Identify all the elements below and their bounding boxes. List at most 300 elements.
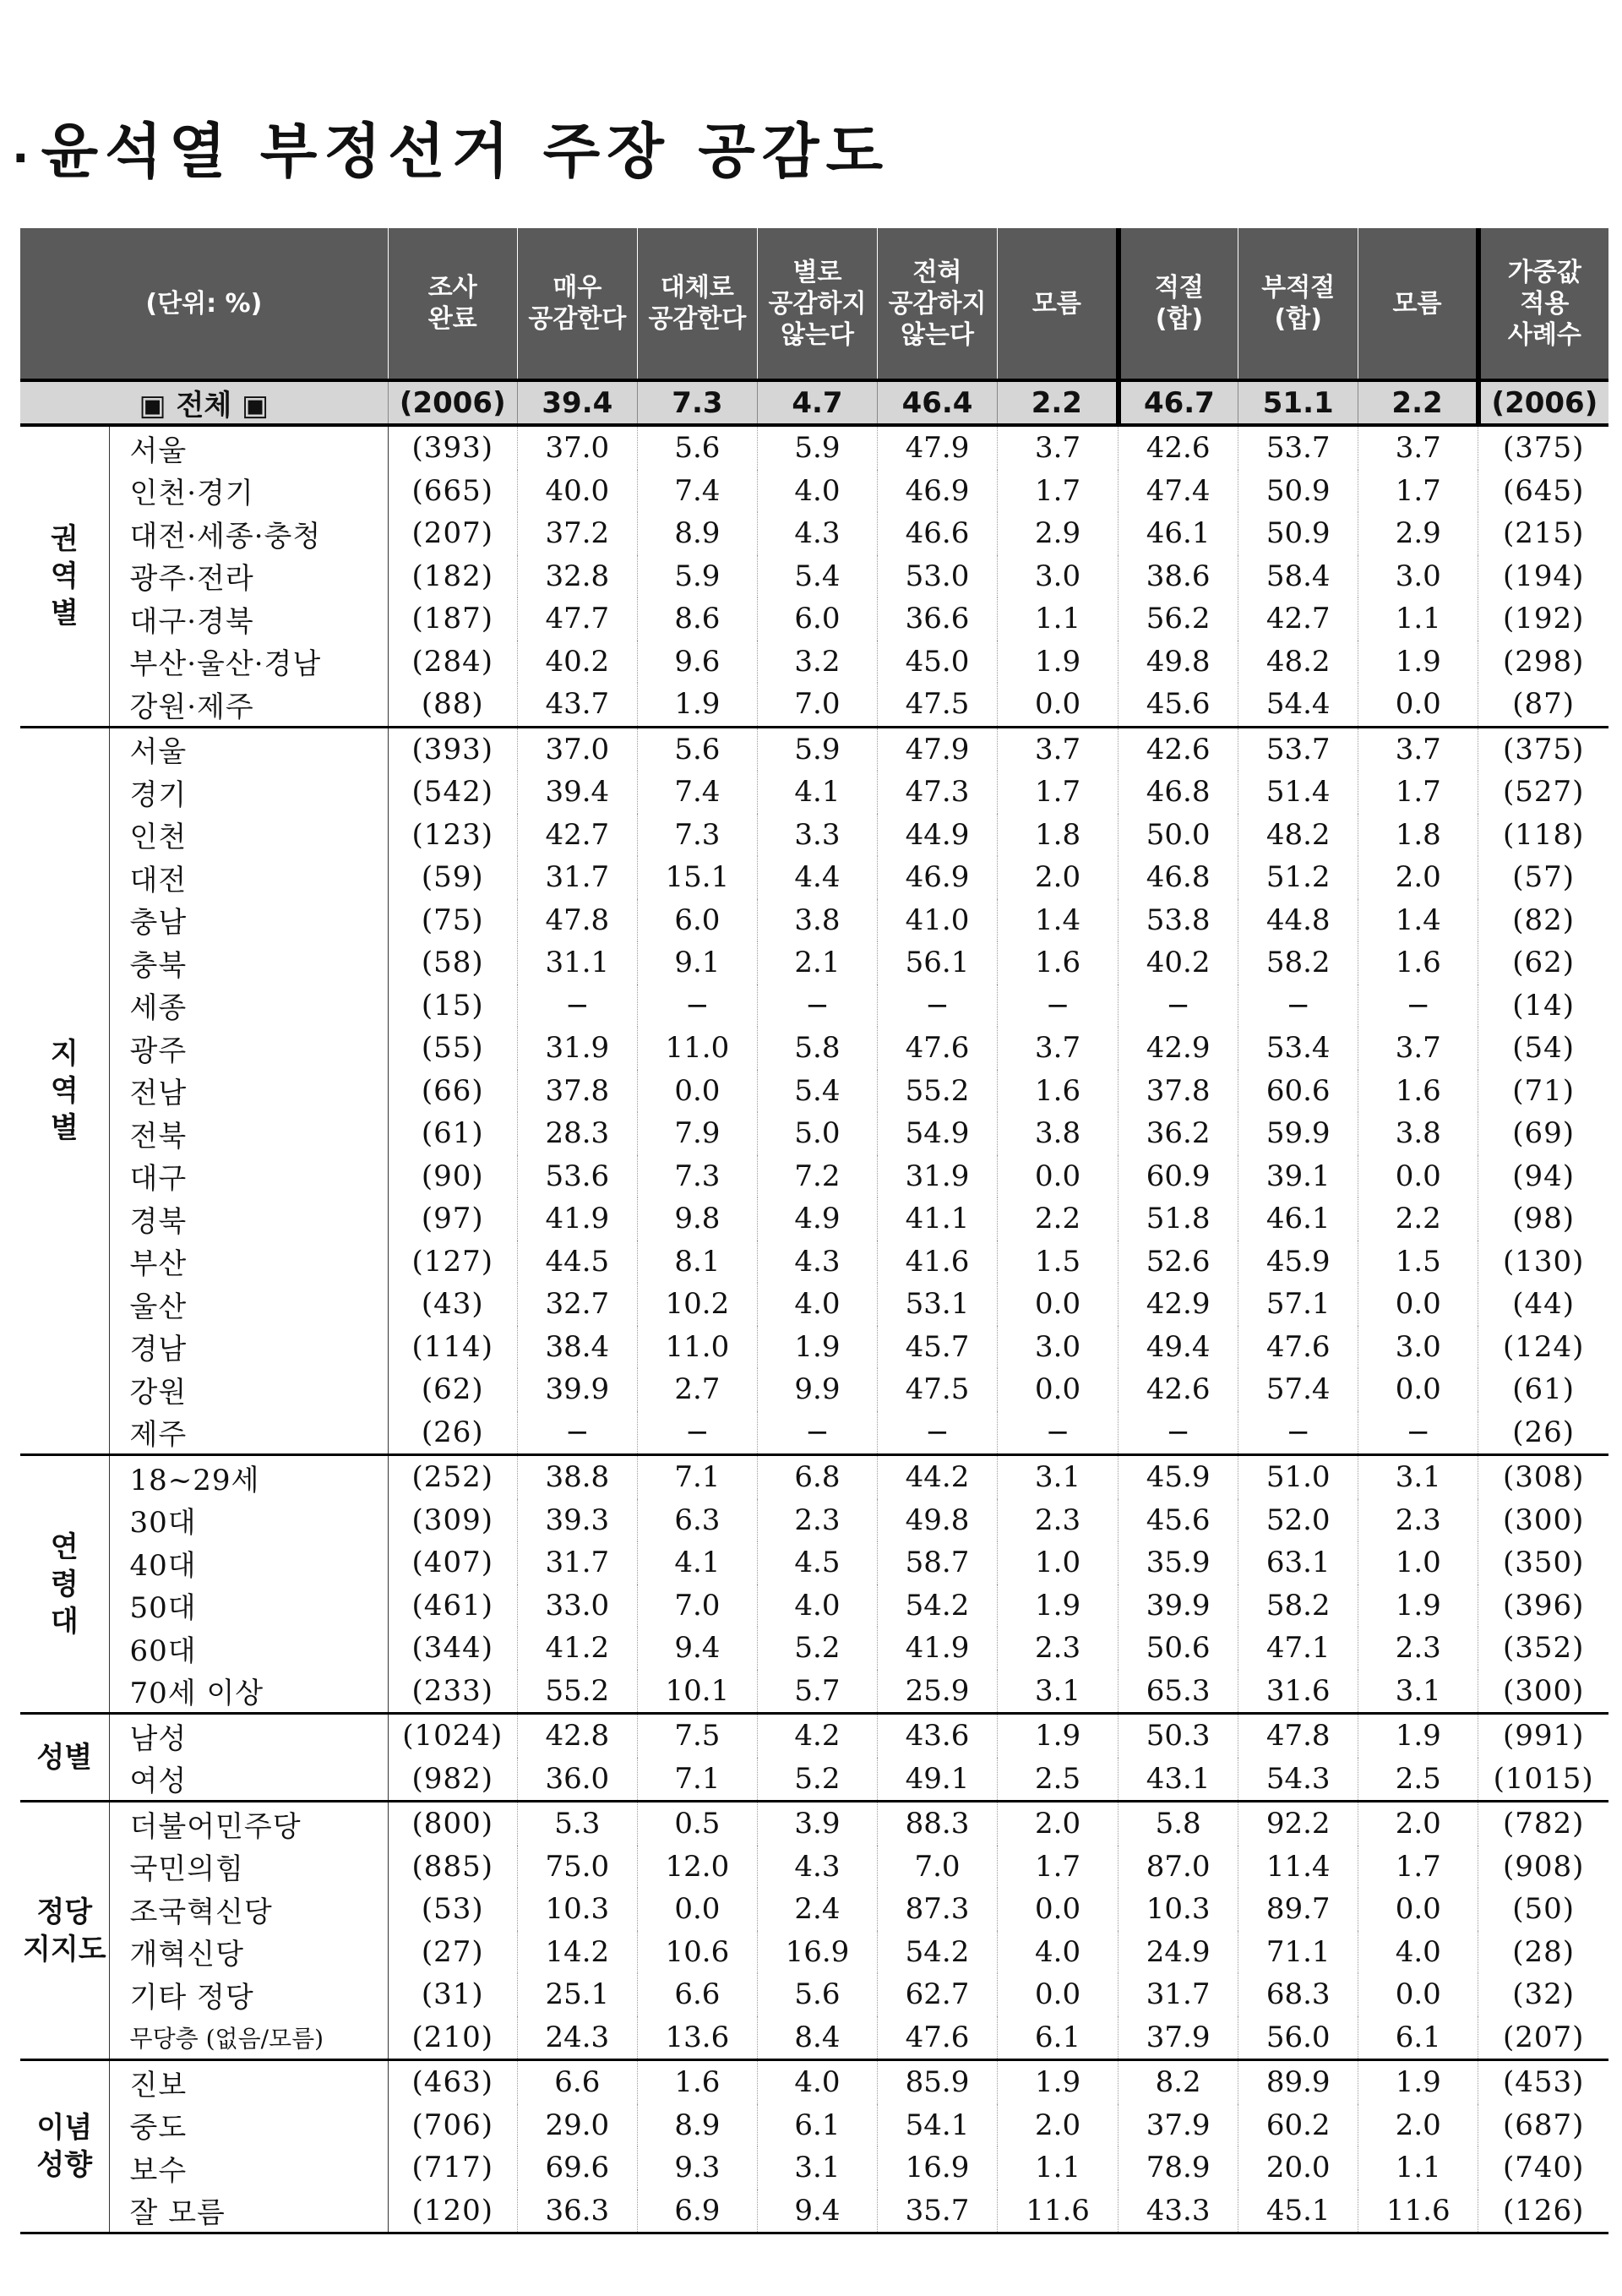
- table-cell: 55.2: [878, 1070, 998, 1113]
- table-cell: 33.0: [517, 1584, 637, 1628]
- table-cell: (453): [1478, 2060, 1608, 2104]
- table-cell: (207): [1478, 2016, 1608, 2060]
- table-cell: −: [1119, 984, 1238, 1028]
- table-cell: 46.8: [1119, 771, 1238, 814]
- table-cell: (55): [388, 1027, 517, 1070]
- table-cell: 2.0: [1358, 2104, 1478, 2147]
- table-cell: 9.3: [637, 2146, 757, 2190]
- table-cell: 7.3: [637, 814, 757, 857]
- total-label: ▣ 전체 ▣: [20, 380, 388, 425]
- row-label: 강원·제주: [109, 683, 388, 727]
- table-cell: 4.3: [757, 1241, 877, 1284]
- table-cell: 47.3: [878, 771, 998, 814]
- table-cell: 49.4: [1119, 1326, 1238, 1369]
- table-cell: 5.2: [757, 1627, 877, 1670]
- table-cell: 1.6: [637, 2060, 757, 2104]
- table-cell: 45.1: [1238, 2190, 1358, 2233]
- table-cell: 41.6: [878, 1241, 998, 1284]
- total-row: [20, 380, 1608, 425]
- header-agree-sum: [1119, 228, 1238, 380]
- header-disagree-sum-text: 부적절 (합): [1261, 273, 1336, 334]
- table-cell: 53.7: [1238, 727, 1358, 771]
- table-cell: 4.1: [757, 771, 877, 814]
- table-cell: (15): [388, 984, 517, 1028]
- table-cell: 4.0: [757, 1584, 877, 1628]
- row-label: 전남: [109, 1070, 388, 1113]
- table-cell: 48.2: [1238, 641, 1358, 684]
- table-cell: 2.5: [998, 1758, 1119, 1802]
- total-cell: 51.1: [1238, 380, 1358, 425]
- table-cell: 46.1: [1119, 512, 1238, 555]
- table-cell: −: [1119, 1411, 1238, 1455]
- table-cell: 49.1: [878, 1758, 998, 1802]
- table-cell: 6.8: [757, 1455, 877, 1499]
- table-cell: 46.6: [878, 512, 998, 555]
- table-cell: (28): [1478, 1931, 1608, 1974]
- table-row: [20, 727, 1608, 771]
- table-cell: (908): [1478, 1846, 1608, 1889]
- table-cell: 7.0: [637, 1584, 757, 1628]
- table-cell: 50.9: [1238, 470, 1358, 513]
- row-label: 인천·경기: [109, 470, 388, 513]
- table-cell: (284): [388, 641, 517, 684]
- table-cell: 32.7: [517, 1283, 637, 1326]
- table-cell: 5.9: [757, 727, 877, 771]
- table-cell: 4.9: [757, 1197, 877, 1241]
- table-cell: 29.0: [517, 2104, 637, 2147]
- table-cell: 0.0: [998, 1888, 1119, 1931]
- table-cell: 5.6: [757, 1973, 877, 2016]
- table-cell: 56.0: [1238, 2016, 1358, 2060]
- table-cell: 31.9: [878, 1155, 998, 1198]
- header-not-at-all: [878, 228, 998, 380]
- table-cell: 42.7: [1238, 597, 1358, 641]
- table-cell: 47.5: [878, 683, 998, 727]
- table-row: [20, 1197, 1608, 1241]
- table-cell: 4.0: [757, 2060, 877, 2104]
- table-cell: (393): [388, 425, 517, 470]
- table-cell: 44.9: [878, 814, 998, 857]
- table-cell: 11.6: [998, 2190, 1119, 2233]
- table-cell: 43.6: [878, 1714, 998, 1758]
- table-cell: 56.2: [1119, 597, 1238, 641]
- header-row: [20, 228, 1608, 380]
- table-cell: (114): [388, 1326, 517, 1369]
- table-cell: (717): [388, 2146, 517, 2190]
- table-cell: 7.2: [757, 1155, 877, 1198]
- table-cell: 58.7: [878, 1541, 998, 1584]
- table-row: [20, 2104, 1608, 2147]
- table-cell: (123): [388, 814, 517, 857]
- table-cell: 1.9: [1358, 2060, 1478, 2104]
- row-label: 50대: [109, 1584, 388, 1628]
- table-row: [20, 1584, 1608, 1628]
- table-cell: 2.3: [1358, 1627, 1478, 1670]
- table-cell: 10.2: [637, 1283, 757, 1326]
- row-label: 경기: [109, 771, 388, 814]
- table-row: [20, 1368, 1608, 1411]
- header-mostly-agree: [637, 228, 757, 380]
- title-block: [12, 100, 890, 193]
- total-cell: (2006): [1478, 380, 1608, 425]
- table-cell: (352): [1478, 1627, 1608, 1670]
- table-cell: 2.0: [1358, 856, 1478, 899]
- table-cell: 5.6: [637, 727, 757, 771]
- group-label: 성별: [20, 1714, 109, 1802]
- table-cell: 1.7: [1358, 1846, 1478, 1889]
- table-cell: 3.7: [998, 727, 1119, 771]
- table-cell: 2.0: [998, 1802, 1119, 1846]
- table-cell: (97): [388, 1197, 517, 1241]
- table-cell: 10.3: [1119, 1888, 1238, 1931]
- table-cell: 9.9: [757, 1368, 877, 1411]
- table-cell: (187): [388, 597, 517, 641]
- table-cell: 2.0: [998, 2104, 1119, 2147]
- table-cell: 9.1: [637, 941, 757, 984]
- table-cell: 31.7: [517, 1541, 637, 1584]
- row-label: 부산: [109, 1241, 388, 1284]
- table-row: [20, 683, 1608, 727]
- survey-table: [20, 228, 1608, 2234]
- table-cell: 2.7: [637, 1368, 757, 1411]
- table-cell: 24.3: [517, 2016, 637, 2060]
- table-cell: 31.1: [517, 941, 637, 984]
- table-cell: 8.4: [757, 2016, 877, 2060]
- table-cell: 47.7: [517, 597, 637, 641]
- table-cell: 53.1: [878, 1283, 998, 1326]
- table-cell: 2.3: [757, 1499, 877, 1542]
- table-cell: 47.9: [878, 727, 998, 771]
- table-cell: −: [1238, 1411, 1358, 1455]
- table-cell: 1.8: [1358, 814, 1478, 857]
- table-cell: 3.0: [1358, 1326, 1478, 1369]
- table-cell: 1.9: [998, 2060, 1119, 2104]
- table-cell: 6.6: [637, 1973, 757, 2016]
- table-cell: (215): [1478, 512, 1608, 555]
- total-cell: (2006): [388, 380, 517, 425]
- table-cell: 1.5: [1358, 1241, 1478, 1284]
- table-cell: 1.5: [998, 1241, 1119, 1284]
- table-cell: 15.1: [637, 856, 757, 899]
- table-cell: 5.4: [757, 555, 877, 598]
- table-cell: 4.0: [757, 1283, 877, 1326]
- table-row: [20, 1283, 1608, 1326]
- table-cell: 4.3: [757, 512, 877, 555]
- table-cell: 1.1: [998, 2146, 1119, 2190]
- table-cell: 62.7: [878, 1973, 998, 2016]
- table-cell: (54): [1478, 1027, 1608, 1070]
- table-cell: 38.6: [1119, 555, 1238, 598]
- group-label: 연 령 대: [20, 1455, 109, 1714]
- table-cell: (393): [388, 727, 517, 771]
- table-cell: 28.3: [517, 1112, 637, 1155]
- table-cell: (665): [388, 470, 517, 513]
- table-cell: 1.6: [1358, 941, 1478, 984]
- table-cell: (300): [1478, 1670, 1608, 1714]
- table-cell: −: [757, 984, 877, 1028]
- table-cell: 1.9: [998, 641, 1119, 684]
- table-cell: 1.7: [1358, 771, 1478, 814]
- table-cell: 6.3: [637, 1499, 757, 1542]
- table-cell: 6.9: [637, 2190, 757, 2233]
- table-cell: 1.8: [998, 814, 1119, 857]
- total-cell: 7.3: [637, 380, 757, 425]
- table-cell: 3.1: [1358, 1455, 1478, 1499]
- table-row: [20, 1758, 1608, 1802]
- table-cell: 16.9: [878, 2146, 998, 2190]
- table-cell: 53.0: [878, 555, 998, 598]
- table-cell: 1.6: [998, 941, 1119, 984]
- table-cell: 85.9: [878, 2060, 998, 2104]
- table-cell: (991): [1478, 1714, 1608, 1758]
- table-cell: 39.4: [517, 771, 637, 814]
- table-cell: 42.7: [517, 814, 637, 857]
- table-cell: 63.1: [1238, 1541, 1358, 1584]
- table-cell: 4.3: [757, 1846, 877, 1889]
- table-cell: 7.5: [637, 1714, 757, 1758]
- table-cell: 50.3: [1119, 1714, 1238, 1758]
- table-cell: 40.2: [517, 641, 637, 684]
- table-cell: (71): [1478, 1070, 1608, 1113]
- table-cell: 2.3: [1358, 1499, 1478, 1542]
- row-label: 개혁신당: [109, 1931, 388, 1974]
- table-cell: (44): [1478, 1283, 1608, 1326]
- table-cell: (396): [1478, 1584, 1608, 1628]
- table-cell: 3.0: [1358, 555, 1478, 598]
- row-label: 대구·경북: [109, 597, 388, 641]
- table-cell: 57.4: [1238, 1368, 1358, 1411]
- table-cell: 75.0: [517, 1846, 637, 1889]
- table-cell: (62): [388, 1368, 517, 1411]
- table-row: [20, 470, 1608, 513]
- header-dont-know-2: [1358, 228, 1478, 380]
- table-cell: 2.9: [1358, 512, 1478, 555]
- header-agree-sum-text: 적절 (합): [1154, 273, 1204, 334]
- table-cell: 31.6: [1238, 1670, 1358, 1714]
- table-cell: (982): [388, 1758, 517, 1802]
- table-cell: 52.6: [1119, 1241, 1238, 1284]
- table-row: [20, 1802, 1608, 1846]
- table-cell: 78.9: [1119, 2146, 1238, 2190]
- table-cell: 38.8: [517, 1455, 637, 1499]
- table-cell: 35.9: [1119, 1541, 1238, 1584]
- table-cell: 14.2: [517, 1931, 637, 1974]
- table-cell: 60.9: [1119, 1155, 1238, 1198]
- row-label: 부산·울산·경남: [109, 641, 388, 684]
- table-cell: 9.4: [757, 2190, 877, 2233]
- group-label: 지 역 별: [20, 727, 109, 1455]
- table-cell: (27): [388, 1931, 517, 1974]
- table-cell: 3.2: [757, 641, 877, 684]
- table-cell: 40.0: [517, 470, 637, 513]
- table-cell: (130): [1478, 1241, 1608, 1284]
- table-cell: 42.6: [1119, 425, 1238, 470]
- row-label: 인천: [109, 814, 388, 857]
- table-cell: 37.8: [517, 1070, 637, 1113]
- table-cell: 9.4: [637, 1627, 757, 1670]
- table-cell: 3.1: [998, 1670, 1119, 1714]
- table-row: [20, 1670, 1608, 1714]
- table-cell: 53.6: [517, 1155, 637, 1198]
- table-row: [20, 1846, 1608, 1889]
- table-cell: 89.7: [1238, 1888, 1358, 1931]
- table-cell: 31.7: [1119, 1973, 1238, 2016]
- table-cell: 45.6: [1119, 1499, 1238, 1542]
- table-cell: 6.1: [757, 2104, 877, 2147]
- table-cell: 1.7: [998, 470, 1119, 513]
- table-cell: 1.1: [1358, 2146, 1478, 2190]
- table-cell: (182): [388, 555, 517, 598]
- row-label: 더불어민주당: [109, 1802, 388, 1846]
- table-row: [20, 1411, 1608, 1455]
- table-cell: (298): [1478, 641, 1608, 684]
- table-cell: (82): [1478, 899, 1608, 942]
- table-cell: 5.8: [757, 1027, 877, 1070]
- table-cell: 65.3: [1119, 1670, 1238, 1714]
- table-cell: (461): [388, 1584, 517, 1628]
- table-cell: 35.7: [878, 2190, 998, 2233]
- table-cell: 8.2: [1119, 2060, 1238, 2104]
- table-cell: 3.7: [1358, 727, 1478, 771]
- table-cell: −: [637, 1411, 757, 1455]
- row-label: 세종: [109, 984, 388, 1028]
- table-cell: 46.9: [878, 856, 998, 899]
- table-row: [20, 984, 1608, 1028]
- table-cell: 6.1: [998, 2016, 1119, 2060]
- table-cell: 36.0: [517, 1758, 637, 1802]
- table-cell: 0.0: [637, 1070, 757, 1113]
- table-cell: (75): [388, 899, 517, 942]
- table-cell: 60.2: [1238, 2104, 1358, 2147]
- table-row: [20, 425, 1608, 470]
- table-cell: 60.6: [1238, 1070, 1358, 1113]
- table-cell: 46.1: [1238, 1197, 1358, 1241]
- table-row: [20, 941, 1608, 984]
- table-cell: (782): [1478, 1802, 1608, 1846]
- row-label: 대전·세종·충청: [109, 512, 388, 555]
- table-row: [20, 641, 1608, 684]
- table-cell: 51.4: [1238, 771, 1358, 814]
- table-cell: (94): [1478, 1155, 1608, 1198]
- table-row: [20, 1541, 1608, 1584]
- header-not-much: [757, 228, 877, 380]
- table-cell: 2.4: [757, 1888, 877, 1931]
- row-label: 진보: [109, 2060, 388, 2104]
- table-cell: 7.0: [878, 1846, 998, 1889]
- table-cell: 42.8: [517, 1714, 637, 1758]
- table-row: [20, 2060, 1608, 2104]
- table-cell: 1.7: [998, 1846, 1119, 1889]
- table-row: [20, 2190, 1608, 2233]
- table-cell: (687): [1478, 2104, 1608, 2147]
- table-cell: 3.7: [1358, 425, 1478, 470]
- row-label: 30대: [109, 1499, 388, 1542]
- table-cell: 5.4: [757, 1070, 877, 1113]
- row-label: 경북: [109, 1197, 388, 1241]
- table-cell: 50.6: [1119, 1627, 1238, 1670]
- header-mostly-agree-text: 대체로 공감한다: [648, 273, 747, 334]
- row-label: 서울: [109, 425, 388, 470]
- table-cell: (32): [1478, 1973, 1608, 2016]
- row-label: 충북: [109, 941, 388, 984]
- table-row: [20, 555, 1608, 598]
- table-row: [20, 1499, 1608, 1542]
- table-cell: 32.8: [517, 555, 637, 598]
- table-cell: 56.1: [878, 941, 998, 984]
- table-cell: 92.2: [1238, 1802, 1358, 1846]
- table-cell: −: [878, 984, 998, 1028]
- table-cell: (1024): [388, 1714, 517, 1758]
- table-cell: 54.2: [878, 1931, 998, 1974]
- table-cell: (463): [388, 2060, 517, 2104]
- table-cell: 20.0: [1238, 2146, 1358, 2190]
- table-cell: 36.3: [517, 2190, 637, 2233]
- table-cell: (124): [1478, 1326, 1608, 1369]
- header-not-much-text: 별로 공감하지 않는다: [768, 257, 867, 350]
- row-label: 국민의힘: [109, 1846, 388, 1889]
- header-very-agree-text: 매우 공감한다: [528, 273, 627, 334]
- table-cell: 47.8: [1238, 1714, 1358, 1758]
- table-cell: 9.8: [637, 1197, 757, 1241]
- table-cell: 47.6: [878, 1027, 998, 1070]
- row-label: 대구: [109, 1155, 388, 1198]
- table-cell: 57.1: [1238, 1283, 1358, 1326]
- table-cell: −: [878, 1411, 998, 1455]
- header-very-agree: [517, 228, 637, 380]
- header-weighted: [1478, 228, 1608, 380]
- table-cell: (90): [388, 1155, 517, 1198]
- table-cell: 11.0: [637, 1326, 757, 1369]
- table-cell: 0.0: [998, 1368, 1119, 1411]
- table-cell: (375): [1478, 727, 1608, 771]
- table-cell: 41.0: [878, 899, 998, 942]
- header-unit: (단위: %): [20, 228, 388, 380]
- table-cell: (527): [1478, 771, 1608, 814]
- table-cell: 7.4: [637, 771, 757, 814]
- table-cell: 49.8: [1119, 641, 1238, 684]
- table-cell: (88): [388, 683, 517, 727]
- table-cell: 3.9: [757, 1802, 877, 1846]
- table-cell: 12.0: [637, 1846, 757, 1889]
- table-cell: 0.0: [1358, 683, 1478, 727]
- row-label: 대전: [109, 856, 388, 899]
- table-cell: (300): [1478, 1499, 1608, 1542]
- table-cell: 0.0: [637, 1888, 757, 1931]
- table-cell: (127): [388, 1241, 517, 1284]
- total-cell: 46.7: [1119, 380, 1238, 425]
- table-cell: 1.1: [1358, 597, 1478, 641]
- table-cell: 6.0: [757, 597, 877, 641]
- table-cell: (233): [388, 1670, 517, 1714]
- table-cell: 42.9: [1119, 1283, 1238, 1326]
- total-cell: 46.4: [878, 380, 998, 425]
- total-cell: 39.4: [517, 380, 637, 425]
- table-cell: 1.6: [998, 1070, 1119, 1113]
- table-cell: 43.3: [1119, 2190, 1238, 2233]
- table-cell: 2.3: [998, 1627, 1119, 1670]
- table-cell: (407): [388, 1541, 517, 1584]
- table-row: [20, 1155, 1608, 1198]
- table-cell: 0.0: [1358, 1973, 1478, 2016]
- table-cell: (98): [1478, 1197, 1608, 1241]
- table-cell: 0.5: [637, 1802, 757, 1846]
- table-cell: 1.7: [1358, 470, 1478, 513]
- table-cell: −: [1358, 984, 1478, 1028]
- table-cell: 45.7: [878, 1326, 998, 1369]
- table-cell: (126): [1478, 2190, 1608, 2233]
- table-cell: −: [998, 1411, 1119, 1455]
- table-cell: (350): [1478, 1541, 1608, 1584]
